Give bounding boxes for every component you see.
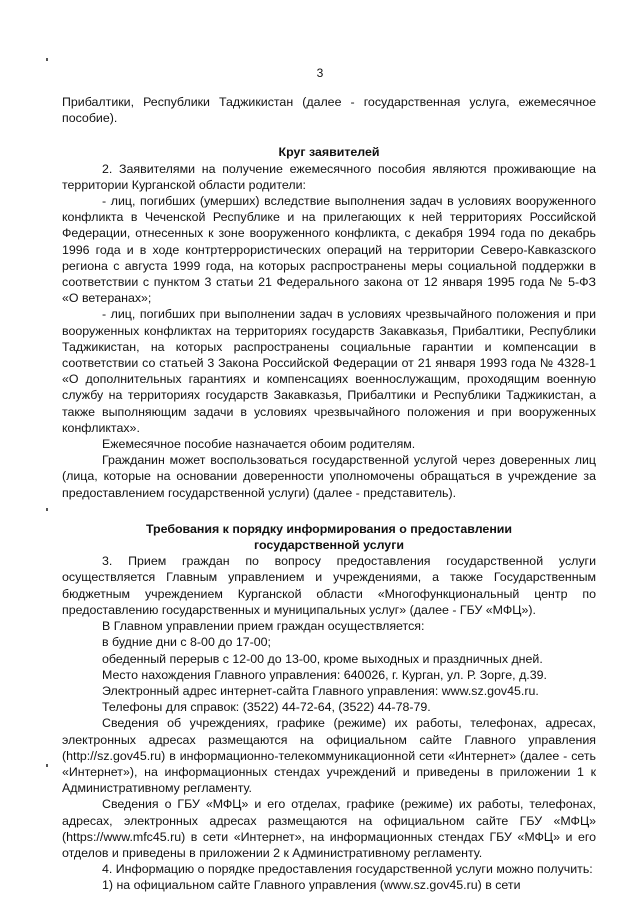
document-body	[62, 94, 596, 894]
paragraph-2-item-a: - лиц, погибших (умерших) вследствие выполнения задач в условиях вооруженного конфликта в Чеченской Республике и на прилегающих к ней территориях Российской Федерации, отнесенных к зоне вооруженного конфликта, с декабря 1994 года по декабрь 1996 года и в ходе контртеррористических операций на территории Северо-Кавказского региона с августа 1999 года, на которых распространены меры социальной поддержки в соответствии с пунктом 3 статьи 21 Федерального закона от 12 января 1995 года № 5-ФЗ «О ветеранах»;	[62, 194, 596, 306]
scan-speck	[46, 508, 48, 511]
paragraph-3-address: Место нахождения Главного управления: 640026, г. Курган, ул. Р. Зорге, д.39.	[102, 667, 547, 682]
paragraph-3-website: Электронный адрес интернет-сайта Главного управления: www.sz.gov45.ru.	[102, 683, 539, 698]
paragraph-3: 3. Прием граждан по вопросу предоставления государственной услуги осуществляется Главным управлением и учреждениями, а также Государственным бюджетным учреждением Курганской области «Многофункциональный центр по предоставлению государственных и муниципальных услуг» (далее - ГБУ «МФЦ»).	[62, 554, 596, 617]
section-heading-info-line2: государственной услуги	[254, 538, 404, 553]
paragraph-2-representative: Гражданин может воспользоваться государственной услугой через доверенных лиц (лица, которые на основании доверенности уполномочены обращаться в учреждение за предоставлением государственной услуги) (далее - представитель).	[62, 453, 596, 500]
paragraph-3-mfc: Сведения о ГБУ «МФЦ» и его отделах, графике (режиме) их работы, телефонах, адресах, электронных адресах размещаются на официальном сайте ГБУ «МФЦ» (https://www.mfc45.ru) в сети «Интернет», на информационных стендах ГБУ «МФЦ» и его отделов и приведены в приложении 2 к Административному регламенту.	[62, 797, 596, 860]
scan-speck	[46, 764, 48, 767]
scan-speck	[46, 58, 48, 61]
paragraph-2-note: Ежемесячное пособие назначается обоим родителям.	[102, 437, 416, 452]
paragraph-4: 4. Информацию о порядке предоставления государственной услуги можно получить:	[102, 862, 593, 877]
paragraph-2-item-b: - лиц, погибших при выполнении задач в условиях чрезвычайного положения и при вооруженных конфликтах на территориях государств Закавказья, Прибалтики, Республики Таджикистан, на которых распространены социальные гарантии и компенсации в соответствии со статьей 3 Закона Российской Федерации от 21 января 1993 года № 4328-1 «О дополнительных гарантиях и компенсациях военнослужащим, проходящим военную службу на территориях государств Закавказья, Прибалтики и Республики Таджикистан, а также выполняющим задачи в условиях чрезвычайного положения и при вооруженных конфликтах».	[62, 307, 596, 435]
page-number: 3	[316, 66, 324, 80]
paragraph-4-item-1: 1) на официальном сайте Главного управления (www.sz.gov45.ru) в сети	[102, 878, 521, 893]
paragraph-3-reception: В Главном управлении прием граждан осуществляется:	[102, 619, 425, 634]
paragraph-3-institutions: Сведения об учреждениях, графике (режиме) их работы, телефонах, адресах, электронных адресах размещаются на официальном сайте Главного управления (http://sz.gov45.ru) в информационно-телекоммуникационной сети «Интернет» (далее - сеть «Интернет»), на информационных стендах учреждений и приведены в приложении 1 к Административному регламенту.	[62, 716, 596, 796]
section-heading-info-line1: Требования к порядку информирования о предоставлении	[145, 521, 513, 536]
section-heading-applicants: Круг заявителей	[278, 145, 380, 160]
paragraph-3-phones: Телефоны для справок: (3522) 44-72-64, (3522) 44-78-79.	[102, 700, 431, 715]
paragraph-3-weekdays: в будние дни с 8-00 до 17-00;	[102, 635, 271, 650]
intro-paragraph: Прибалтики, Республики Таджикистан (далее - государственная услуга, ежемесячное пособие).	[62, 95, 596, 126]
paragraph-2: 2. Заявителями на получение ежемесячного пособия являются проживающие на территории Курганской области родители:	[62, 161, 596, 192]
paragraph-3-lunch: обеденный перерыв с 12-00 до 13-00, кроме выходных и праздничных дней.	[102, 651, 543, 666]
